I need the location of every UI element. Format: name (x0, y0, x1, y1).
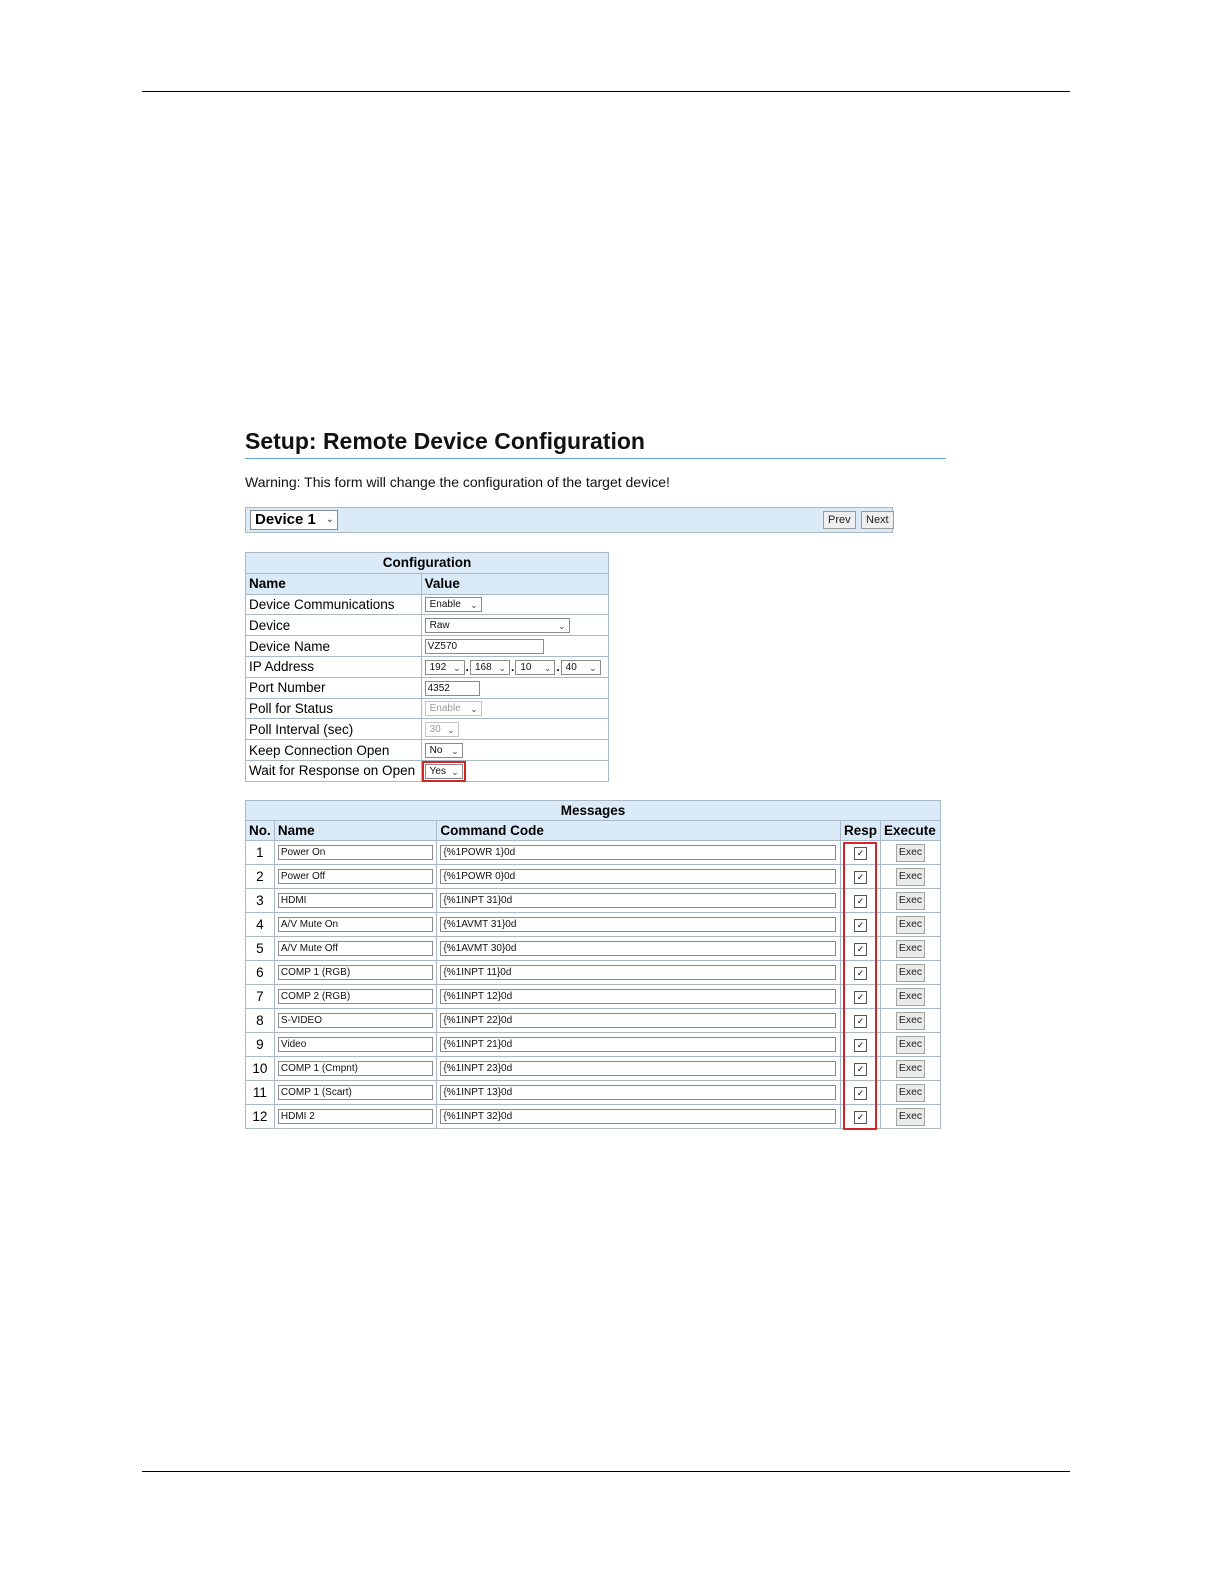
message-row (246, 961, 941, 985)
ip-octet-2-select[interactable] (470, 660, 510, 675)
device-name-input[interactable]: VZ570 (425, 639, 544, 654)
message-number: 3 (246, 889, 275, 913)
resp-checkbox[interactable]: ✓ (854, 1087, 867, 1100)
message-name-input[interactable]: Video (278, 1037, 433, 1052)
message-row (246, 913, 941, 937)
exec-button[interactable]: Exec (896, 940, 925, 958)
message-row (246, 865, 941, 889)
messages-col-no: No. (246, 821, 275, 841)
exec-button[interactable]: Exec (896, 1108, 925, 1126)
config-label: Poll Interval (sec) (246, 719, 422, 740)
config-label: IP Address (246, 656, 422, 677)
next-button[interactable]: Next (861, 511, 894, 529)
message-name-input[interactable]: HDMI 2 (278, 1109, 433, 1124)
ip-separator: . (556, 659, 560, 674)
config-label: Wait for Response on Open (246, 760, 422, 781)
resp-checkbox[interactable]: ✓ (854, 895, 867, 908)
config-label: Device Communications (246, 594, 422, 615)
message-name-input[interactable]: COMP 2 (RGB) (278, 989, 433, 1004)
resp-checkbox[interactable]: ✓ (854, 1063, 867, 1076)
message-number: 8 (246, 1009, 275, 1033)
ip-separator: . (465, 659, 469, 674)
poll-for-status-select (425, 701, 482, 716)
page-title: Setup: Remote Device Configuration (245, 428, 946, 459)
chevron-down-icon: ⌄ (558, 621, 566, 632)
message-row (246, 1081, 941, 1105)
command-code-input[interactable]: {%1INPT 32}0d (440, 1109, 836, 1124)
exec-button[interactable]: Exec (896, 1036, 925, 1054)
exec-button[interactable]: Exec (896, 844, 925, 862)
config-label: Poll for Status (246, 698, 422, 719)
message-number: 7 (246, 985, 275, 1009)
message-name-input[interactable]: HDMI (278, 893, 433, 908)
warning-text: Warning: This form will change the configuration of the target device! (245, 474, 670, 490)
ip-octet-3-select[interactable] (515, 660, 555, 675)
exec-button[interactable]: Exec (896, 1084, 925, 1102)
resp-checkbox[interactable]: ✓ (854, 919, 867, 932)
select-value: 30 (429, 724, 441, 736)
message-name-input[interactable]: COMP 1 (Cmpnt) (278, 1061, 433, 1076)
device-select-value: Device 1 (255, 511, 316, 528)
page-header-rule (142, 91, 1070, 92)
device-bar (245, 507, 893, 533)
command-code-input[interactable]: {%1INPT 21}0d (440, 1037, 836, 1052)
message-row (246, 985, 941, 1009)
config-col-name: Name (246, 573, 422, 594)
config-label: Device Name (246, 636, 422, 657)
chevron-down-icon: ⌄ (447, 725, 455, 736)
device-communications-select[interactable] (425, 597, 482, 612)
message-number: 4 (246, 913, 275, 937)
message-name-input[interactable]: COMP 1 (RGB) (278, 965, 433, 980)
ip-octet-4-select[interactable] (561, 660, 601, 675)
chevron-down-icon: ⌄ (451, 746, 459, 757)
chevron-down-icon: ⌄ (451, 766, 459, 777)
config-label: Keep Connection Open (246, 740, 422, 761)
exec-button[interactable]: Exec (896, 868, 925, 886)
exec-button[interactable]: Exec (896, 892, 925, 910)
message-row (246, 1033, 941, 1057)
select-value: 168 (474, 661, 492, 673)
command-code-input[interactable]: {%1POWR 0}0d (440, 869, 836, 884)
command-code-input[interactable]: {%1AVMT 31}0d (440, 917, 836, 932)
messages-col-name: Name (274, 821, 437, 841)
message-number: 10 (246, 1057, 275, 1081)
message-name-input[interactable]: S-VIDEO (278, 1013, 433, 1028)
select-value: Raw (429, 620, 450, 632)
resp-checkbox[interactable]: ✓ (854, 991, 867, 1004)
remote-device-config-screenshot (244, 420, 947, 1132)
message-name-input[interactable]: Power Off (278, 869, 433, 884)
ip-separator: . (510, 659, 515, 674)
messages-table (245, 800, 941, 1129)
command-code-input[interactable]: {%1INPT 31}0d (440, 893, 836, 908)
config-col-value: Value (421, 573, 608, 594)
select-value: 10 (520, 661, 532, 673)
chevron-down-icon: ⌄ (470, 600, 478, 611)
select-value: Enable (429, 599, 461, 611)
message-number: 5 (246, 937, 275, 961)
configuration-table (245, 552, 609, 782)
select-value: 192 (429, 661, 447, 673)
message-number: 2 (246, 865, 275, 889)
resp-checkbox[interactable]: ✓ (854, 847, 867, 860)
chevron-down-icon: ⌄ (325, 514, 334, 525)
chevron-down-icon: ⌄ (589, 662, 597, 673)
command-code-input[interactable]: {%1POWR 1}0d (440, 845, 836, 860)
resp-checkbox[interactable]: ✓ (854, 871, 867, 884)
message-number: 11 (246, 1081, 275, 1105)
command-code-input[interactable]: {%1INPT 22}0d (440, 1013, 836, 1028)
select-value: Yes (429, 765, 446, 777)
config-label: Device (246, 615, 422, 636)
message-number: 9 (246, 1033, 275, 1057)
resp-checkbox[interactable]: ✓ (854, 1015, 867, 1028)
command-code-input[interactable]: {%1INPT 23}0d (440, 1061, 836, 1076)
message-number: 1 (246, 841, 275, 865)
exec-button[interactable]: Exec (896, 1060, 925, 1078)
resp-checkbox[interactable]: ✓ (854, 967, 867, 980)
chevron-down-icon: ⌄ (453, 662, 461, 673)
exec-button[interactable]: Exec (896, 1012, 925, 1030)
chevron-down-icon: ⌄ (498, 662, 506, 673)
ip-octet-1-select[interactable] (425, 660, 465, 675)
exec-button[interactable]: Exec (896, 964, 925, 982)
wait-for-response-select[interactable] (425, 764, 463, 779)
message-name-input[interactable]: A/V Mute On (278, 917, 433, 932)
configuration-caption: Configuration (246, 553, 609, 574)
poll-interval-select (425, 722, 459, 737)
exec-button[interactable]: Exec (896, 916, 925, 934)
message-row (246, 889, 941, 913)
message-name-input[interactable]: COMP 1 (Scart) (278, 1085, 433, 1100)
select-value: No (429, 745, 443, 757)
message-row (246, 841, 941, 865)
page-footer-rule (142, 1471, 1070, 1472)
message-number: 6 (246, 961, 275, 985)
select-value: Enable (429, 703, 461, 715)
device-select[interactable] (250, 510, 338, 530)
message-number: 12 (246, 1105, 275, 1129)
command-code-input[interactable]: {%1INPT 12}0d (440, 989, 836, 1004)
command-code-input[interactable]: {%1INPT 13}0d (440, 1085, 836, 1100)
message-name-input[interactable]: A/V Mute Off (278, 941, 433, 956)
message-row (246, 1057, 941, 1081)
message-name-input[interactable]: Power On (278, 845, 433, 860)
select-value: 40 (565, 661, 577, 673)
chevron-down-icon: ⌄ (470, 704, 478, 715)
prev-button[interactable]: Prev (823, 511, 856, 529)
resp-checkbox[interactable]: ✓ (854, 943, 867, 956)
resp-checkbox[interactable]: ✓ (854, 1039, 867, 1052)
message-row (246, 1105, 941, 1129)
chevron-down-icon: ⌄ (543, 662, 552, 673)
messages-body (246, 841, 941, 1129)
config-label: Port Number (246, 677, 422, 698)
keep-connection-open-select[interactable] (425, 743, 463, 758)
messages-col-execute: Execute (880, 821, 940, 841)
messages-col-command: Command Code (437, 821, 841, 841)
device-type-select[interactable] (425, 618, 570, 633)
message-row (246, 1009, 941, 1033)
port-number-input[interactable]: 4352 (425, 681, 480, 696)
messages-caption: Messages (246, 801, 941, 821)
messages-col-resp: Resp (840, 821, 880, 841)
message-row (246, 937, 941, 961)
command-code-input[interactable]: {%1INPT 11}0d (440, 965, 836, 980)
resp-checkbox[interactable]: ✓ (854, 1111, 867, 1124)
exec-button[interactable]: Exec (896, 988, 925, 1006)
command-code-input[interactable]: {%1AVMT 30}0d (440, 941, 836, 956)
